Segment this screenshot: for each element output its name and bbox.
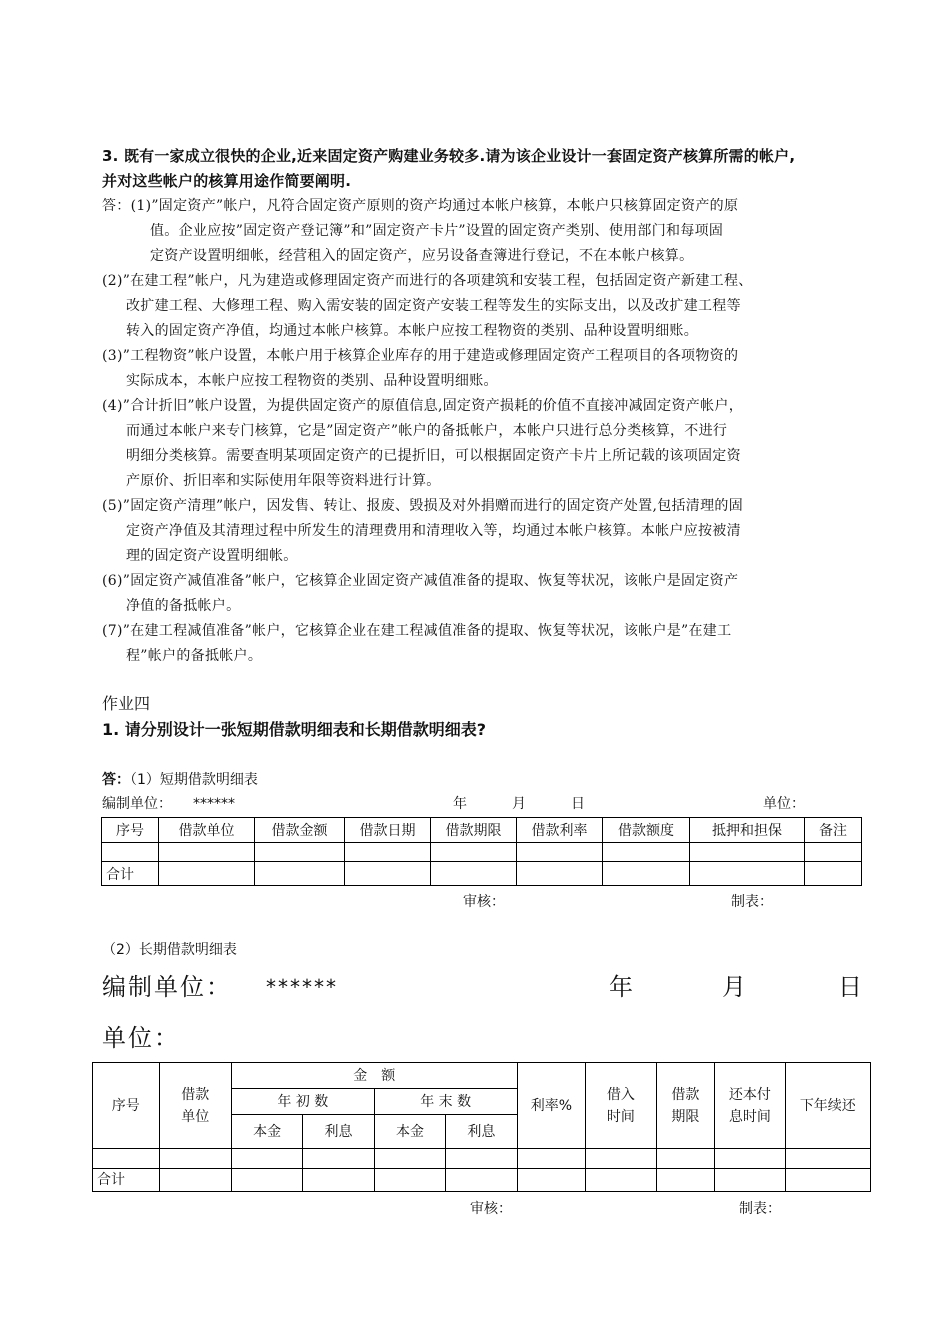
short-unit-value: ****** (193, 796, 235, 812)
long-header-end-interest: 利息 (446, 1115, 517, 1149)
short-table-title: （1）短期借款明细表 (130, 772, 258, 788)
short-table-header-row (102, 818, 862, 843)
short-total-label: 合计 (102, 862, 159, 886)
table-cell[interactable] (603, 843, 690, 862)
short-header-rate: 借款利率 (517, 818, 603, 843)
table-cell[interactable] (303, 1149, 374, 1169)
table-cell[interactable] (586, 1149, 656, 1169)
answer-item-1-line-3: 定资产设置明细帐，经营租入的固定资产，应另设备查簿进行登记，不在本帐户核算。 (150, 248, 694, 264)
long-header-term-l1: 借款 (671, 1086, 700, 1103)
table-cell[interactable] (690, 843, 805, 862)
table-cell[interactable] (255, 843, 345, 862)
table-cell[interactable] (690, 862, 805, 886)
answer-item-7-line-2: 程”帐户的备抵帐户。 (126, 648, 263, 664)
long-table-title: （2）长期借款明细表 (102, 942, 237, 958)
answer-item-2-line-2: 改扩建工程、大修理工程、购入需安装的固定资产安装工程等发生的实际支出，以及改扩建工程等 (126, 298, 741, 314)
answer-item-1-line-2: 值。企业应按”固定资产登记簿”和”固定资产卡片”设置的固定资产类别、使用部门和每项固 (150, 223, 724, 239)
table-cell[interactable] (345, 862, 431, 886)
long-month: 月 (722, 973, 748, 1001)
short-header-amount: 借款金额 (255, 818, 345, 843)
short-year: 年 (453, 796, 467, 812)
short-day: 日 (571, 796, 585, 812)
table-cell[interactable] (374, 1149, 445, 1169)
long-unit-value: ****** (266, 975, 338, 999)
long-header-borrower-l2: 单位 (181, 1108, 210, 1125)
short-review-label: 审核： (463, 894, 505, 910)
long-header-borrower (159, 1063, 231, 1149)
answer-item-7-line-1: (7)”在建工程减值准备”帐户，它核算企业在建工程减值准备的提取、恢复等状况，该帐户是”在建工 (102, 623, 732, 639)
answer-item-4-line-3: 明细分类核算。需要查明某项固定资产的已提折旧，可以根据固定资产卡片上所记载的该项固定资 (126, 448, 741, 464)
homework-4-question: 1. 请分别设计一张短期借款明细表和长期借款明细表? (102, 720, 487, 739)
table-cell[interactable] (715, 1149, 785, 1169)
long-header-borrower-l1: 借款 (181, 1086, 210, 1103)
answer-item-1-line-1: (1)”固定资产”帐户，凡符合固定资产原则的资产均通过本帐户核算，本帐户只核算固定资产的原 (130, 198, 739, 214)
table-cell[interactable] (656, 1169, 715, 1192)
short-month: 月 (512, 796, 526, 812)
long-header-repay-time (715, 1063, 785, 1149)
answer-item-4-line-1: (4)”合计折旧”帐户设置，为提供固定资产的原值信息,固定资产损耗的价值不直接冲减固定资产帐户， (102, 398, 743, 414)
table-cell[interactable] (159, 862, 255, 886)
answer-item-1 (102, 194, 902, 269)
table-cell[interactable] (656, 1149, 715, 1169)
long-term-loan-table (92, 1062, 871, 1192)
table-cell[interactable] (431, 843, 517, 862)
table-cell[interactable] (159, 1149, 231, 1169)
answer-item-6-line-1: (6)”固定资产减值准备”帐户，它核算企业固定资产减值准备的提取、恢复等状况，该帐户是固定资产 (102, 573, 739, 589)
table-cell[interactable] (303, 1169, 374, 1192)
table-cell[interactable] (805, 843, 862, 862)
long-header-next-year: 下年续还 (785, 1063, 870, 1149)
short-header-collateral: 抵押和担保 (690, 818, 805, 843)
table-cell[interactable] (785, 1169, 870, 1192)
table-cell[interactable] (715, 1169, 785, 1192)
long-total-label: 合计 (93, 1169, 160, 1192)
long-header-borrow-time-l1: 借入 (606, 1086, 635, 1103)
answer-item-4 (102, 394, 902, 494)
table-cell[interactable] (446, 1149, 517, 1169)
long-review-label: 审核： (470, 1201, 512, 1217)
table-cell[interactable] (431, 862, 517, 886)
question-3-line-2: 并对这些帐户的核算用途作简要阐明. (102, 172, 352, 190)
long-header-rate: 利率% (517, 1063, 586, 1149)
answer-item-7 (102, 619, 902, 669)
table-cell[interactable] (231, 1169, 302, 1192)
short-header-borrower: 借款单位 (159, 818, 255, 843)
long-total-row (93, 1169, 871, 1192)
long-header-term-l2: 期限 (671, 1108, 700, 1125)
question-3-line-1: 3. 既有一家成立很快的企业,近来固定资产购建业务较多.请为该企业设计一套固定资产核算所需的帐户, (102, 147, 796, 165)
short-header-term: 借款期限 (431, 818, 517, 843)
answer-item-2 (102, 269, 902, 344)
table-cell[interactable] (345, 843, 431, 862)
answer-item-6-line-2: 净值的备抵帐户。 (126, 598, 241, 614)
table-cell[interactable] (517, 1169, 586, 1192)
long-header-end-principal: 本金 (374, 1115, 445, 1149)
table-cell[interactable] (805, 862, 862, 886)
long-header-begin-interest: 利息 (303, 1115, 374, 1149)
table-cell[interactable] (231, 1149, 302, 1169)
short-header-date: 借款日期 (345, 818, 431, 843)
table-cell[interactable] (255, 862, 345, 886)
table-row (93, 1149, 871, 1169)
answer-item-6 (102, 569, 902, 619)
answer-item-4-line-4: 产原价、折旧率和实际使用年限等资料进行计算。 (126, 473, 441, 489)
long-prepared-label: 制表： (739, 1201, 781, 1217)
table-cell[interactable] (517, 862, 603, 886)
table-cell[interactable] (785, 1149, 870, 1169)
answer-label: 答： (102, 198, 131, 214)
short-header-seq: 序号 (102, 818, 159, 843)
long-header-amount: 金 额 (231, 1063, 517, 1089)
table-cell[interactable] (603, 862, 690, 886)
answer-item-4-line-2: 而通过本帐户来专门核算，它是”固定资产”帐户的备抵帐户，本帐户只进行总分类核算，不进行 (126, 423, 728, 439)
short-term-loan-table (101, 817, 862, 886)
answer-item-2-line-1: (2)”在建工程”帐户，凡为建造或修理固定资产而进行的各项建筑和安装工程，包括固定资产新建工程、 (102, 273, 753, 289)
long-table-header-row-1 (93, 1063, 871, 1089)
answer-3 (102, 194, 902, 669)
long-header-repay-time-l1: 还本付 (728, 1086, 771, 1103)
long-unit-label: 编制单位： (102, 973, 232, 1001)
answer-item-3-line-2: 实际成本，本帐户应按工程物资的类别、品种设置明细账。 (126, 373, 498, 389)
table-cell[interactable] (374, 1169, 445, 1192)
short-currency-unit: 单位： (763, 796, 805, 812)
table-cell[interactable] (102, 843, 159, 862)
short-header-notes: 备注 (805, 818, 862, 843)
table-cell[interactable] (159, 843, 255, 862)
answer-item-5-line-1: (5)”固定资产清理”帐户，因发售、转让、报废、毁损及对外捐赠而进行的固定资产处置,包括清理的固 (102, 498, 743, 514)
table-row (102, 843, 862, 862)
answer-item-5-line-3: 理的固定资产设置明细帐。 (126, 548, 298, 564)
short-total-row (102, 862, 862, 886)
long-header-borrow-time (586, 1063, 656, 1149)
long-header-begin: 年 初 数 (231, 1089, 374, 1115)
question-3 (102, 144, 882, 194)
table-cell[interactable] (517, 843, 603, 862)
long-header-repay-time-l2: 息时间 (728, 1108, 771, 1125)
table-cell[interactable] (586, 1169, 656, 1192)
short-unit-label: 编制单位： (102, 796, 172, 812)
long-header-term (656, 1063, 715, 1149)
table-cell[interactable] (159, 1169, 231, 1192)
table-cell[interactable] (93, 1149, 160, 1169)
short-answer-label: 答： (102, 772, 130, 788)
short-table-caption (102, 770, 258, 790)
short-header-limit: 借款额度 (603, 818, 690, 843)
answer-item-2-line-3: 转入的固定资产净值，均通过本帐户核算。本帐户应按工程物资的类别、品种设置明细账。 (126, 323, 698, 339)
long-header-borrow-time-l2: 时间 (606, 1108, 635, 1125)
homework-4-title: 作业四 (102, 694, 151, 713)
long-currency-unit: 单位： (102, 1024, 180, 1052)
table-cell[interactable] (517, 1149, 586, 1169)
long-header-end: 年 末 数 (374, 1089, 517, 1115)
long-header-begin-principal: 本金 (231, 1115, 302, 1149)
long-year: 年 (609, 973, 635, 1001)
answer-item-5-line-2: 定资产净值及其清理过程中所发生的清理费用和清理收入等，均通过本帐户核算。本帐户应按被清 (126, 523, 741, 539)
short-prepared-label: 制表： (731, 894, 773, 910)
answer-item-3-line-1: (3)”工程物资”帐户设置，本帐户用于核算企业库存的用于建造或修理固定资产工程项目的各项物资的 (102, 348, 739, 364)
long-header-seq: 序号 (93, 1063, 160, 1149)
answer-item-5 (102, 494, 902, 569)
answer-item-3 (102, 344, 902, 394)
long-day: 日 (838, 973, 864, 1001)
table-cell[interactable] (446, 1169, 517, 1192)
